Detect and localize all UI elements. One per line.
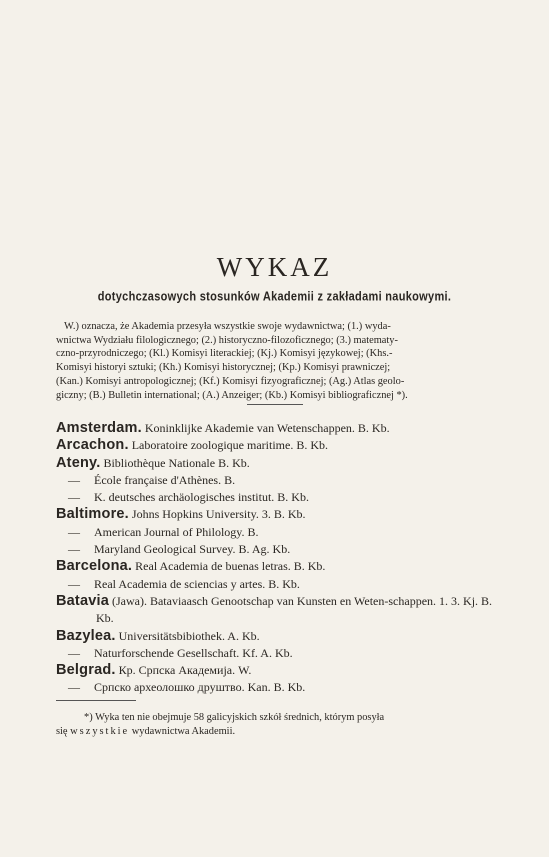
footnote-emphasis: wszystkie bbox=[70, 725, 130, 737]
list-item bbox=[56, 506, 502, 523]
institution-text: Universitätsbibiothek. A. Kb. bbox=[118, 628, 260, 643]
list-item bbox=[56, 628, 502, 645]
ditto-dash: — bbox=[68, 490, 80, 505]
footnote-word: wydawnictwa Akademii. bbox=[131, 725, 236, 737]
legend-line: czno-przyrodniczego; (Kl.) Komisyi literackiej; (Kj.) Komisyi językowej; (Khs.- bbox=[56, 348, 393, 360]
city-name: Ateny. bbox=[56, 454, 101, 471]
city-name: Batavia bbox=[56, 592, 109, 609]
city-name: Belgrad. bbox=[56, 662, 116, 679]
list-item bbox=[56, 455, 502, 472]
footnote-word: się bbox=[56, 725, 68, 737]
legend-line: wnictwa Wydziału filologicznego; (2.) historyczno-filozoficznego; (3.) matematy- bbox=[56, 334, 398, 346]
city-name: Baltimore. bbox=[56, 506, 129, 523]
footnote-line bbox=[56, 725, 502, 739]
legend-line: (Kan.) Komisyi antropologicznej; (Kf.) Komisyi fizyograficznej; (Ag.) Atlas geolo- bbox=[56, 375, 405, 387]
legend-line: Komisyi historyi sztuki; (Kh.) Komisyi historycznej; (Kp.) Komisyi prawniczej; bbox=[56, 362, 391, 374]
ditto-dash: — bbox=[68, 472, 80, 487]
institution-list bbox=[56, 420, 502, 697]
institution-text: Real Academia de buenas letras. B. Kb. bbox=[135, 559, 326, 574]
list-item bbox=[56, 524, 502, 541]
footnote bbox=[56, 711, 502, 738]
city-name: Bazylea. bbox=[56, 627, 116, 644]
footnote-divider bbox=[56, 700, 136, 701]
institution-text: American Journal of Philology. B. bbox=[94, 524, 259, 539]
institution-text: Real Academia de sciencias y artes. B. Kb. bbox=[94, 576, 300, 591]
ditto-dash: — bbox=[68, 524, 80, 539]
ditto-dash: — bbox=[68, 680, 80, 695]
institution-text: Bibliothèque Nationale B. Kb. bbox=[103, 455, 250, 470]
institution-text: École française d'Athènes. B. bbox=[94, 472, 236, 487]
legend-line: giczny; (B.) Bulletin international; (A.) Anzeiger; (Kb.) Komisyi bibliograficznej *). bbox=[56, 389, 408, 401]
list-item bbox=[56, 420, 502, 437]
ditto-dash: — bbox=[68, 542, 80, 557]
institution-text: Koninklijke Akademie van Wetenschappen. B. Kb. bbox=[144, 421, 390, 435]
city-name: Barcelona. bbox=[56, 558, 133, 575]
institution-text: Maryland Geological Survey. B. Ag. Kb. bbox=[94, 542, 291, 557]
list-item bbox=[56, 662, 502, 679]
institution-text: Naturforschende Gesellschaft. Kf. A. Kb. bbox=[94, 645, 293, 660]
institution-text: (Jawa). Bataviaasch Genootschap van Kunsten en Weten-schappen. 1. 3. Kj. B. Kb. bbox=[96, 593, 493, 626]
institution-text: Laboratoire zoologique maritime. B. Kb. bbox=[131, 438, 328, 453]
list-item bbox=[56, 437, 502, 454]
abbreviation-legend bbox=[56, 320, 502, 402]
city-name: Amsterdam. bbox=[56, 420, 142, 436]
ditto-dash: — bbox=[68, 576, 80, 591]
legend-line: W.) oznacza, że Akademia przesyła wszystkie swoje wydawnictwa; (1.) wyda- bbox=[64, 321, 391, 332]
institution-text: Кр. Српска Академија. W. bbox=[118, 663, 252, 678]
list-item bbox=[56, 645, 502, 662]
section-divider bbox=[247, 404, 303, 405]
institution-text: Johns Hopkins University. 3. B. Kb. bbox=[131, 507, 306, 522]
footnote-line: *) Wyka ten nie obejmuje 58 galicyjskich szkół średnich, którym posyła bbox=[84, 712, 385, 723]
institution-text: K. deutsches archäologisches institut. B. Kb. bbox=[94, 490, 309, 505]
list-item bbox=[56, 489, 502, 506]
list-item bbox=[56, 576, 502, 593]
ditto-dash: — bbox=[68, 645, 80, 660]
list-item bbox=[56, 679, 502, 696]
list-item bbox=[56, 558, 502, 575]
list-item bbox=[56, 472, 502, 489]
list-item bbox=[56, 541, 502, 558]
city-name: Arcachon. bbox=[56, 437, 129, 454]
page-title: WYKAZ bbox=[216, 252, 333, 282]
page-subtitle: dotychczasowych stosunków Akademii z zakładami naukowymi. bbox=[97, 289, 452, 305]
list-item bbox=[56, 593, 502, 628]
institution-text: Српско археолошко друштво. Kan. B. Kb. bbox=[94, 680, 306, 695]
